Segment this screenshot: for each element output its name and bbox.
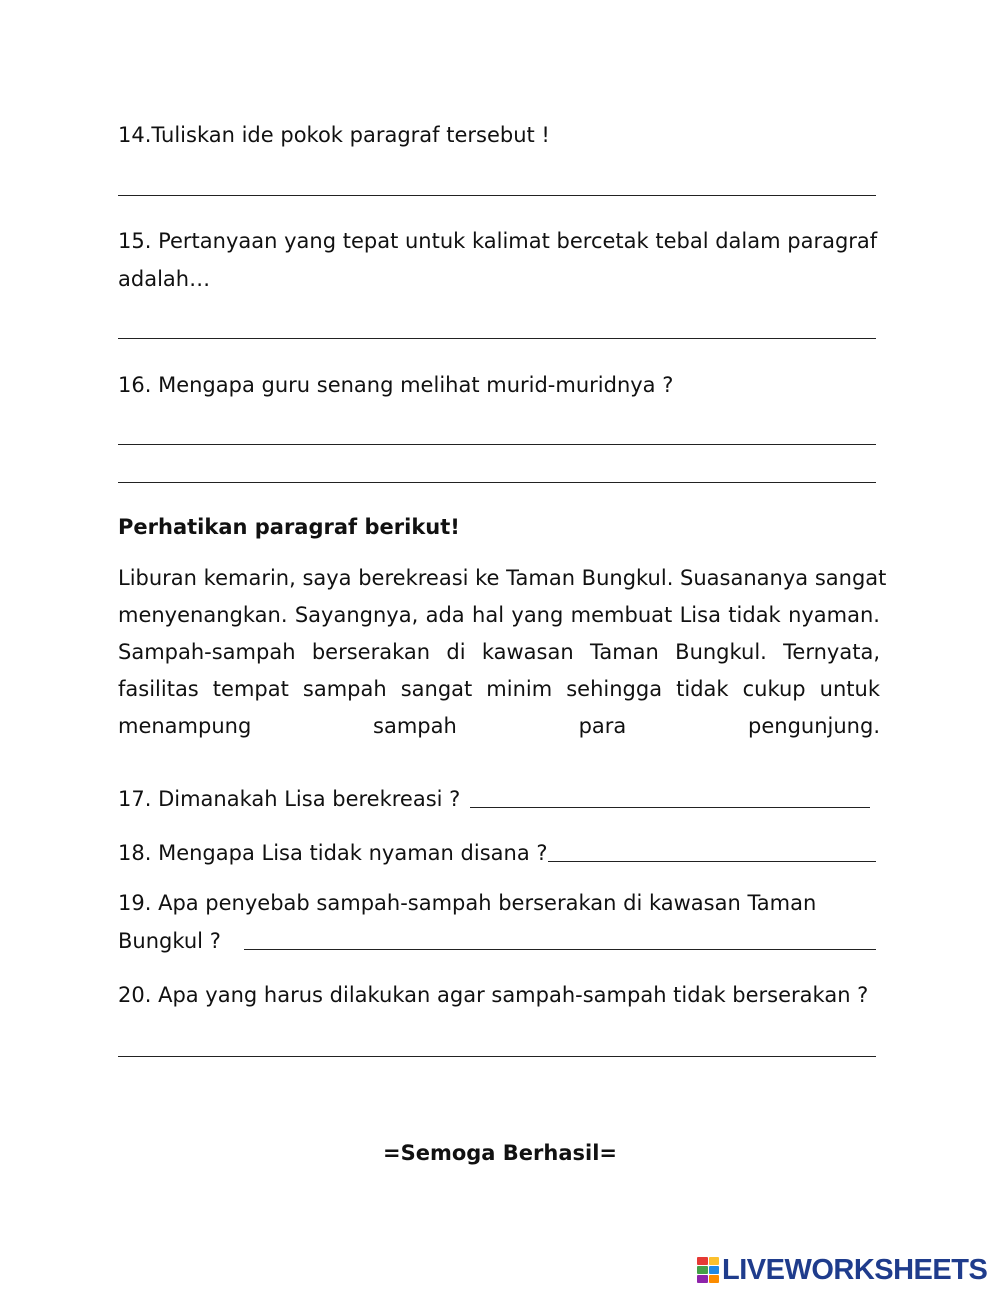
logo-mark-block [709,1275,720,1283]
answer-line-14[interactable] [118,195,876,196]
passage-heading: Perhatikan paragraf berikut! [118,515,460,539]
question-14: 14.Tuliskan ide pokok paragraf tersebut ! [118,123,550,147]
answer-line-16b[interactable] [118,482,876,483]
question-17: 17. Dimanakah Lisa berekreasi ? [118,787,461,811]
passage-line-4: fasilitas tempat sampah sangat minim sehingga tidak cukup untuk [118,677,880,701]
question-19-line-1: 19. Apa penyebab sampah-sampah berserakan di kawasan Taman [118,891,817,915]
liveworksheets-logo [697,1255,987,1285]
liveworksheets-logo-mark [697,1257,719,1283]
answer-line-17[interactable] [470,807,870,808]
closing-text: =Semoga Berhasil= [382,1141,617,1165]
passage-line-5: menampung sampah para pengunjung. [118,714,880,738]
liveworksheets-logo-text: LIVEWORKSHEETS [722,1254,988,1286]
answer-line-20[interactable] [118,1056,876,1057]
passage-line-3: Sampah-sampah berserakan di kawasan Taman Bungkul. Ternyata, [118,640,880,664]
logo-mark-block [697,1275,708,1283]
answer-line-19[interactable] [244,949,876,950]
logo-mark-block [709,1257,720,1265]
question-15-line-1: 15. Pertanyaan yang tepat untuk kalimat bercetak tebal dalam paragraf [118,229,878,253]
question-16: 16. Mengapa guru senang melihat murid-muridnya ? [118,373,674,397]
question-19-line-2: Bungkul ? [118,929,221,953]
logo-mark-block [697,1257,708,1265]
answer-line-16a[interactable] [118,444,876,445]
question-20: 20. Apa yang harus dilakukan agar sampah-sampah tidak berserakan ? [118,983,869,1007]
logo-mark-block [709,1266,720,1274]
passage-line-1: Liburan kemarin, saya berekreasi ke Taman Bungkul. Suasananya sangat [118,566,887,590]
logo-mark-block [697,1266,708,1274]
answer-line-18[interactable] [548,861,876,862]
passage-line-2: menyenangkan. Sayangnya, ada hal yang membuat Lisa tidak nyaman. [118,603,880,627]
question-18: 18. Mengapa Lisa tidak nyaman disana ? [118,841,548,865]
question-15-line-2: adalah… [118,267,211,291]
answer-line-15[interactable] [118,338,876,339]
